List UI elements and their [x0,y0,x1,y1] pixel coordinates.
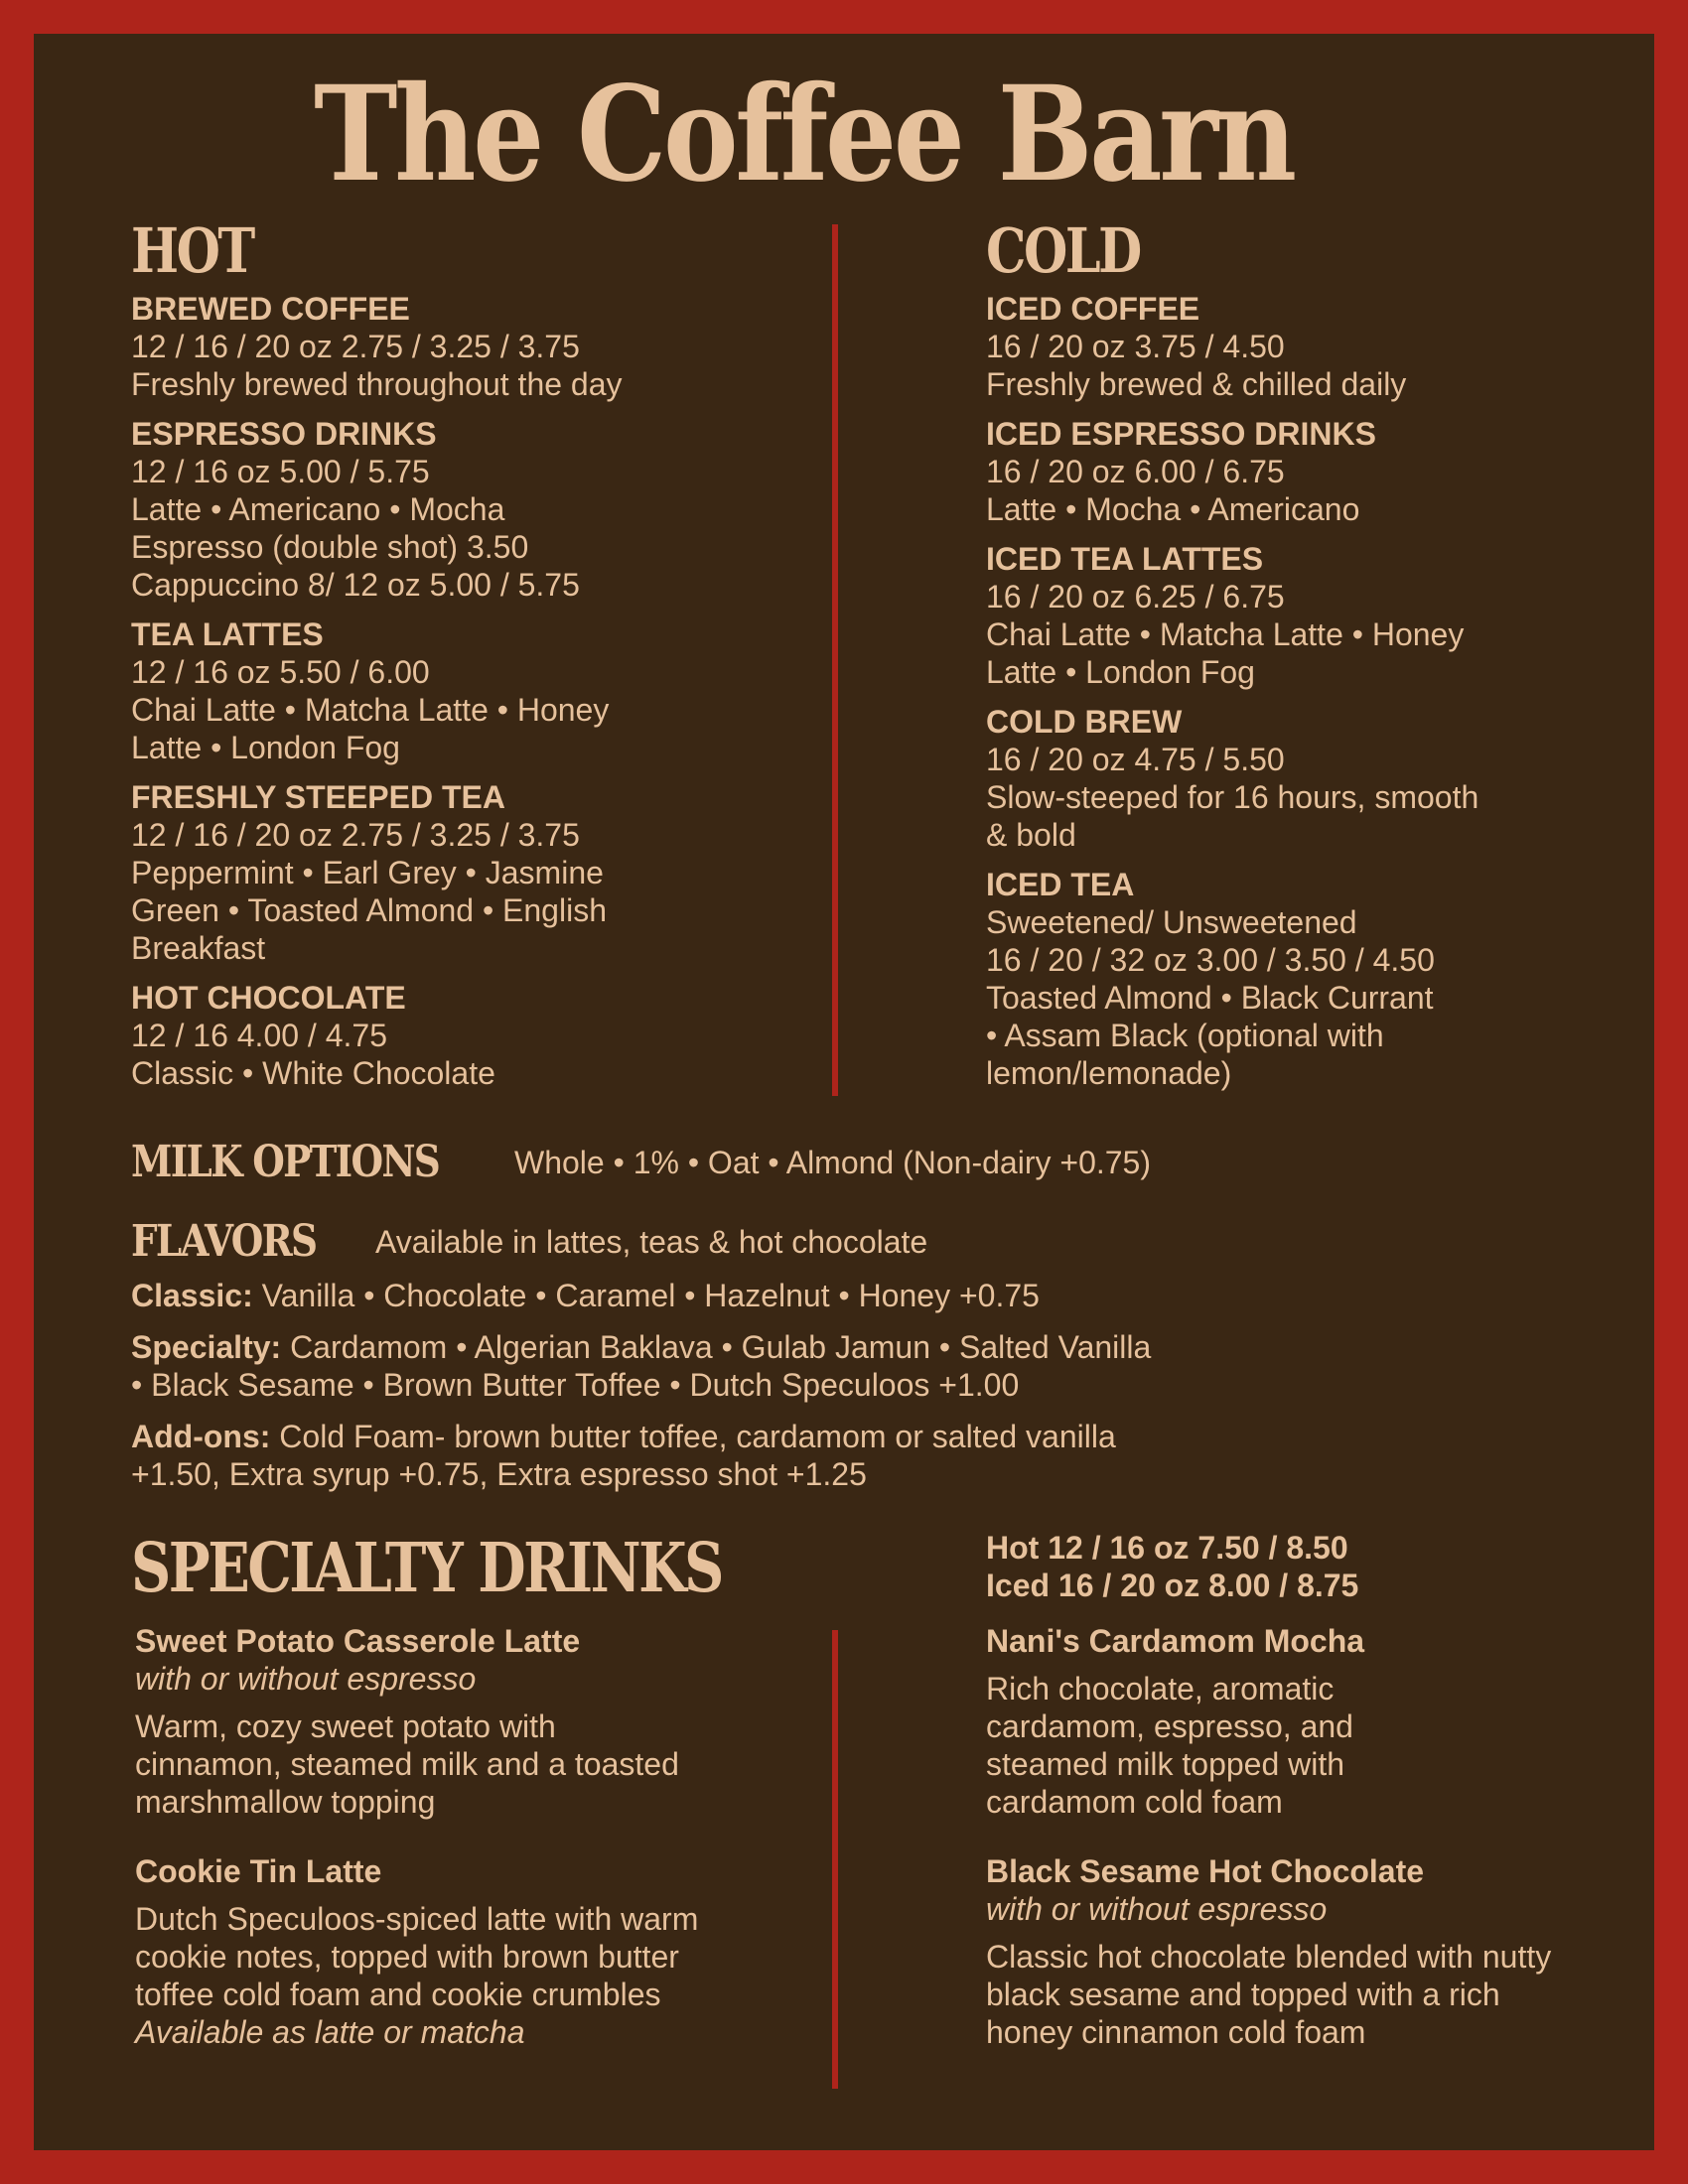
item-line: Breakfast [131,930,266,966]
milk-options-text: Whole • 1% • Oat • Almond (Non-dairy +0.75) [514,1145,1151,1180]
drink-name: Black Sesame Hot Chocolate [986,1853,1425,1889]
item-line: Classic • White Chocolate [131,1055,495,1091]
item-line: 12 / 16 / 20 oz 2.75 / 3.25 / 3.75 [131,329,580,364]
item-line: • Assam Black (optional with [986,1018,1384,1053]
specialty-label: Specialty: [131,1329,282,1365]
item-name: ICED ESPRESSO DRINKS [986,416,1376,452]
drink-footer: Available as latte or matcha [135,2014,525,2050]
item-name: HOT CHOCOLATE [131,980,406,1016]
flavors-row [131,1216,928,1267]
item-line: Latte • London Fog [986,654,1255,690]
item-name: BREWED COFFEE [131,291,410,327]
flavors-heading: FLAVORS [131,1216,317,1267]
drink-description: Dutch Speculoos-spiced latte with warm cookie notes, topped with brown butter toffee cold foam and cookie crumbles [135,1901,699,2012]
item-line: Freshly brewed throughout the day [131,366,623,402]
addons-text-cont: +1.50, Extra syrup +0.75, Extra espresso shot +1.25 [131,1456,867,1492]
addons [131,1418,1372,1493]
item-line: Chai Latte • Matcha Latte • Honey [986,616,1465,652]
drink-description: Warm, cozy sweet potato with cinnamon, steamed milk and a toasted marshmallow topping [135,1708,679,1820]
item-line: 16 / 20 oz 3.75 / 4.50 [986,329,1285,364]
item-line: 12 / 16 4.00 / 4.75 [131,1018,387,1053]
classic-label: Classic: [131,1278,253,1313]
menu-item-freshly-steeped-tea [131,778,806,967]
item-name: ESPRESSO DRINKS [131,416,437,452]
drink-note: with or without espresso [986,1891,1328,1927]
item-line: 16 / 20 oz 6.00 / 6.75 [986,454,1285,489]
item-line: 16 / 20 / 32 oz 3.00 / 3.50 / 4.50 [986,942,1435,978]
column-divider-bottom [832,1630,838,2089]
item-line: Slow-steeped for 16 hours, smooth [986,779,1479,815]
addons-text: Cold Foam- brown butter toffee, cardamom or salted vanilla [270,1419,1116,1454]
menu-item-iced-tea-lattes [986,540,1621,691]
drink-description: Rich chocolate, aromatic cardamom, espresso, and steamed milk topped with cardamom cold foam [986,1671,1353,1820]
menu-item-hot-chocolate [131,979,806,1092]
item-name: FRESHLY STEEPED TEA [131,779,505,815]
item-line: Espresso (double shot) 3.50 [131,529,529,565]
drink-note: with or without espresso [135,1661,477,1697]
item-line: Green • Toasted Almond • English [131,892,607,928]
specialty-text: Cardamom • Algerian Baklava • Gulab Jamun • Salted Vanilla [281,1329,1152,1365]
item-line: Latte • London Fog [131,730,400,765]
flavors-subtitle: Available in lattes, teas & hot chocolate [375,1224,928,1260]
hot-column [131,290,806,1104]
classic-text: Vanilla • Chocolate • Caramel • Hazelnut • Honey +0.75 [252,1278,1040,1313]
specialty-drink-cookie-tin [135,1852,731,2051]
item-line: Toasted Almond • Black Currant [986,980,1434,1016]
specialty-drink-sweet-potato [135,1622,731,1821]
item-line: Chai Latte • Matcha Latte • Honey [131,692,610,728]
specialty-flavors [131,1328,1372,1404]
item-line: 12 / 16 oz 5.50 / 6.00 [131,654,430,690]
menu-item-tea-lattes [131,615,806,766]
item-line: 16 / 20 oz 6.25 / 6.75 [986,579,1285,614]
item-name: ICED TEA [986,867,1135,902]
menu-item-iced-coffee [986,290,1621,403]
specialty-drink-cardamom-mocha [986,1622,1582,1821]
item-line: 12 / 16 oz 5.00 / 5.75 [131,454,430,489]
item-line: Sweetened/ Unsweetened [986,904,1357,940]
item-name: COLD BREW [986,704,1183,740]
specialty-prices [986,1529,1358,1604]
price-iced: Iced 16 / 20 oz 8.00 / 8.75 [986,1568,1359,1603]
addons-label: Add-ons: [131,1419,271,1454]
menu-item-brewed-coffee [131,290,806,403]
specialty-text-cont: • Black Sesame • Brown Butter Toffee • Dutch Speculoos +1.00 [131,1367,1020,1403]
item-line: lemon/lemonade) [986,1055,1232,1091]
menu-item-cold-brew [986,703,1621,854]
drink-description: Classic hot chocolate blended with nutty black sesame and topped with a rich honey cinnamon cold foam [986,1939,1552,2050]
cold-column [986,290,1621,1104]
item-line: & bold [986,817,1076,853]
menu-item-espresso-drinks [131,415,806,604]
menu-item-iced-espresso-drinks [986,415,1621,528]
item-line: 12 / 16 / 20 oz 2.75 / 3.25 / 3.75 [131,817,580,853]
item-name: TEA LATTES [131,616,324,652]
item-line: 16 / 20 oz 4.75 / 5.50 [986,742,1285,777]
classic-flavors [131,1277,1372,1314]
hot-heading: HOT [131,214,253,287]
drink-name: Cookie Tin Latte [135,1853,382,1889]
milk-options-heading: MILK OPTIONS [131,1137,440,1187]
milk-options-row [131,1137,1151,1187]
item-line: Latte • Americano • Mocha [131,491,505,527]
item-line: Latte • Mocha • Americano [986,491,1360,527]
item-name: ICED TEA LATTES [986,541,1264,577]
drink-name: Sweet Potato Casserole Latte [135,1623,581,1659]
item-line: Peppermint • Earl Grey • Jasmine [131,855,604,890]
specialty-drinks-heading: SPECIALTY DRINKS [131,1529,722,1608]
drink-name: Nani's Cardamom Mocha [986,1623,1365,1659]
menu-title: The Coffee Barn [314,58,1294,211]
item-name: ICED COFFEE [986,291,1200,327]
item-line: Cappuccino 8/ 12 oz 5.00 / 5.75 [131,567,580,603]
menu-item-iced-tea [986,866,1621,1092]
cold-heading: COLD [986,214,1140,287]
price-hot: Hot 12 / 16 oz 7.50 / 8.50 [986,1530,1348,1566]
item-line: Freshly brewed & chilled daily [986,366,1407,402]
column-divider-top [832,224,838,1096]
specialty-drink-black-sesame [986,1852,1582,2051]
